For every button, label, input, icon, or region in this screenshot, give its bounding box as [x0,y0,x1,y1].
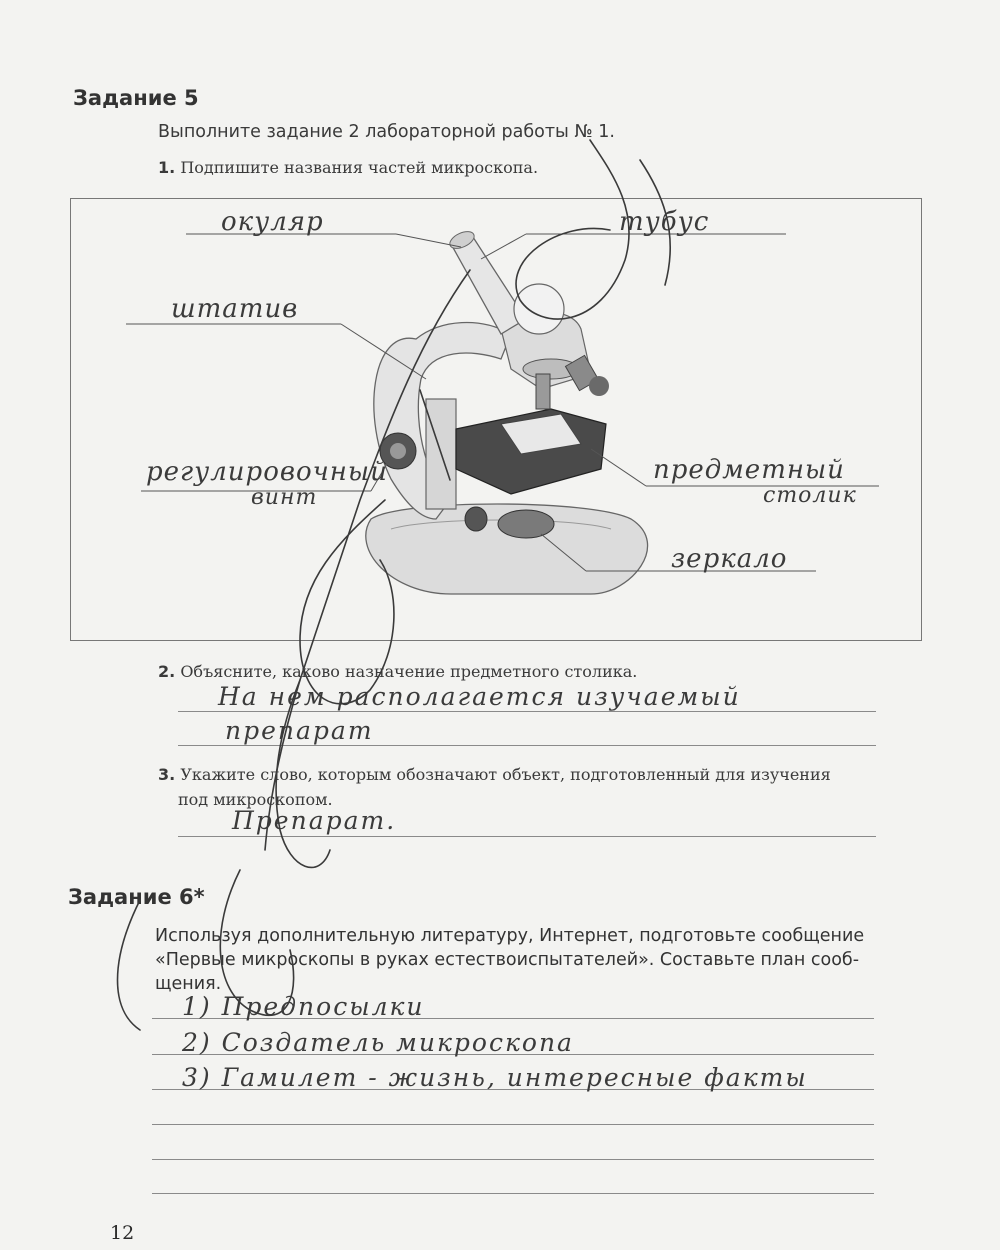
question-3-text-line1: Укажите слово, которым обозначают объект, подготовленный для изучения [180,765,831,784]
label-stage-line1: предметный [653,455,845,485]
plan-item: 2) Создатель микроскопа [182,1028,574,1057]
answer-line [178,711,876,712]
task6-instructions [155,924,864,996]
task6-text-line2: «Первые микроскопы в руках естествоиспытателей». Составьте план сооб- [155,950,860,970]
answer-line [178,836,876,837]
task6-text-line3: щения. [155,974,222,994]
question-2-answer-line2: препарат [225,716,374,745]
task5-intro: Выполните задание 2 лабораторной работы № 1. [158,122,615,142]
answer-line [152,1159,874,1160]
answer-line [152,1193,874,1194]
label-adjust-screw-line1: регулировочный [146,457,388,487]
microscope-figure [70,198,922,641]
question-2-number: 2. [158,662,176,681]
plan-item: 3) Гамилет - жизнь, интересные факты [182,1063,808,1092]
label-adjust-screw-line2: винт [251,485,318,510]
task5-heading: Задание 5 [73,86,199,110]
label-tube: тубус [619,207,710,237]
question-2-answer-line1: На нем располагается изучаемый [218,682,741,711]
page-number: 12 [110,1222,135,1244]
question-3 [158,765,831,784]
answer-line [152,1124,874,1125]
task6-heading: Задание 6* [68,885,205,909]
question-2 [158,662,637,681]
question-1 [158,158,538,177]
label-eyepiece: окуляр [221,207,324,237]
microscope-drawing [71,199,923,642]
question-3-answer: Препарат. [232,806,397,835]
question-1-number: 1. [158,158,176,177]
label-stand: штатив [171,294,299,324]
question-3-number: 3. [158,765,176,784]
answer-line [178,745,876,746]
question-3-text-line2: под микроскопом. [178,790,333,809]
question-1-text: Подпишите названия частей микроскопа. [180,158,539,177]
label-mirror: зеркало [671,544,788,574]
task6-text-line1: Используя дополнительную литературу, Интернет, подготовьте сообщение [155,926,865,946]
plan-item: 1) Предпосылки [182,992,425,1021]
question-2-text: Объясните, каково назначение предметного столика. [180,662,638,681]
label-stage-line2: столик [763,483,857,508]
